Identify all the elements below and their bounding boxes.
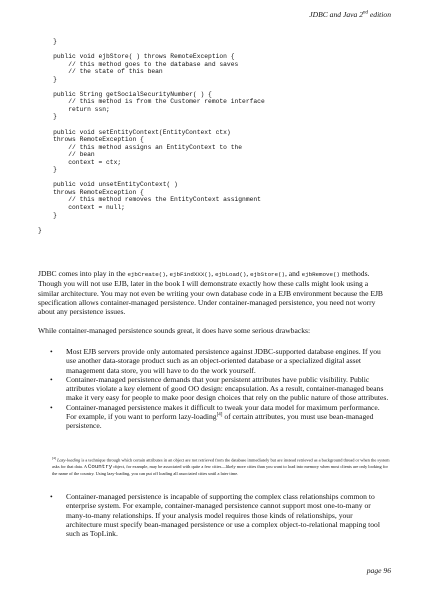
code-line: // bean: [38, 151, 95, 159]
header-title-edition: edition: [368, 10, 391, 19]
code-line: public void unsetEntityContext( ): [38, 181, 178, 189]
page-number: page 96: [366, 566, 391, 575]
code-line: throws RemoteException {: [38, 188, 144, 196]
code-listing: [38, 38, 265, 234]
code-line: }: [38, 38, 57, 45]
code-line: }: [38, 166, 57, 174]
list-item: • Container-managed persistence makes it difficult to tweak your data model for maximum performance. For example, if you want to perform lazy-loading[4] of certain attributes, you must use bean-managed persistence.: [38, 403, 390, 431]
code-line: // this method removes the EntityContext assignment: [38, 196, 261, 204]
list-item: • Container-managed persistence is incapable of supporting the complex class relationships common to enterprise system. For example, container-managed persistence cannot support most one-to-many or many-to-many relationships. If your analysis model requires those kinds of relationships, your architecture must specify bean-managed persistence or use a complex object-to-relational mapping tool such as TopLink.: [38, 492, 390, 538]
footnote: [4] Lazy-loading is a technique through which certain attributes in an object are not retrieved from the database immediately but are instead retrieved as a background thread or when the system asks for that data. A Country object, for example, may be associated with quite a few cities—likely more cities than you want to load into memory when most clients are only looking for the name of the country. Using lazy-loading, you can put off loading all associated cities until a later time.: [52, 456, 390, 476]
paragraph-jdbc-methods: JDBC comes into play in the ejbCreate(), ejbFindXXX(), ejbLoad(), ejbStore(), and ejbRemove() methods. Though you will not use EJB, later in the book I will demonstrate exactly how these calls might look using a similar architecture. You may not even be writing your own database code in a EJB environment because the EJB specification allows container-managed persistence. Under container-managed persistence, you need not worry about any persistence issues.: [38, 269, 383, 317]
code-line: }: [38, 113, 57, 121]
code-line: }: [38, 211, 57, 219]
code-line: return ssn;: [38, 105, 110, 113]
code-line: throws RemoteException {: [38, 136, 144, 144]
code-line: }: [38, 75, 57, 83]
code-ejb-load: ejbLoad(): [215, 271, 247, 278]
code-ejb-store: ejbStore(): [250, 271, 285, 278]
running-header: [309, 10, 391, 19]
code-line: }: [38, 226, 42, 234]
footnote-reference-link[interactable]: [4]: [216, 412, 223, 418]
list-item: • Most EJB servers provide only automated persistence against JDBC-supported database engines. If you use another data-storage product such as an object-oriented database or a specialized digital asset management data store, you will have to do the work yourself.: [38, 347, 390, 375]
code-line: public String getSocialSecurityNumber( ) {: [38, 90, 212, 98]
code-line: context = ctx;: [38, 158, 122, 166]
paragraph-drawbacks-intro: While container-managed persistence sounds great, it does have some serious drawbacks:: [38, 326, 311, 335]
drawbacks-list: [38, 347, 390, 431]
code-line: // the state of this bean: [38, 68, 163, 76]
code-line: public void ejbStore( ) throws RemoteException {: [38, 53, 235, 61]
code-line: public void setEntityContext(EntityContext ctx): [38, 128, 231, 136]
header-title-superscript: nd: [363, 10, 368, 16]
code-line: // this method is from the Customer remote interface: [38, 98, 265, 106]
code-ejb-create: ejbCreate(): [127, 271, 166, 278]
drawbacks-list-continued: [38, 492, 390, 538]
code-line: // this method assigns an EntityContext to the: [38, 143, 243, 151]
code-ejb-remove: ejbRemove(): [301, 271, 340, 278]
code-line: context = null;: [38, 204, 125, 212]
list-item: • Container-managed persistence demands that your persistent attributes have public visibility. Public attributes violate a key element of good OO design: encapsulation. As a result, container-managed beans make it very easy for people to make poor design choices that rely on the public nature of those attributes.: [38, 375, 390, 403]
code-line: // this method goes to the database and saves: [38, 60, 239, 68]
header-title: JDBC and Java 2: [309, 10, 363, 19]
code-ejb-find: ejbFindXXX(): [169, 271, 212, 278]
footnote-mark: [4]: [52, 456, 56, 460]
